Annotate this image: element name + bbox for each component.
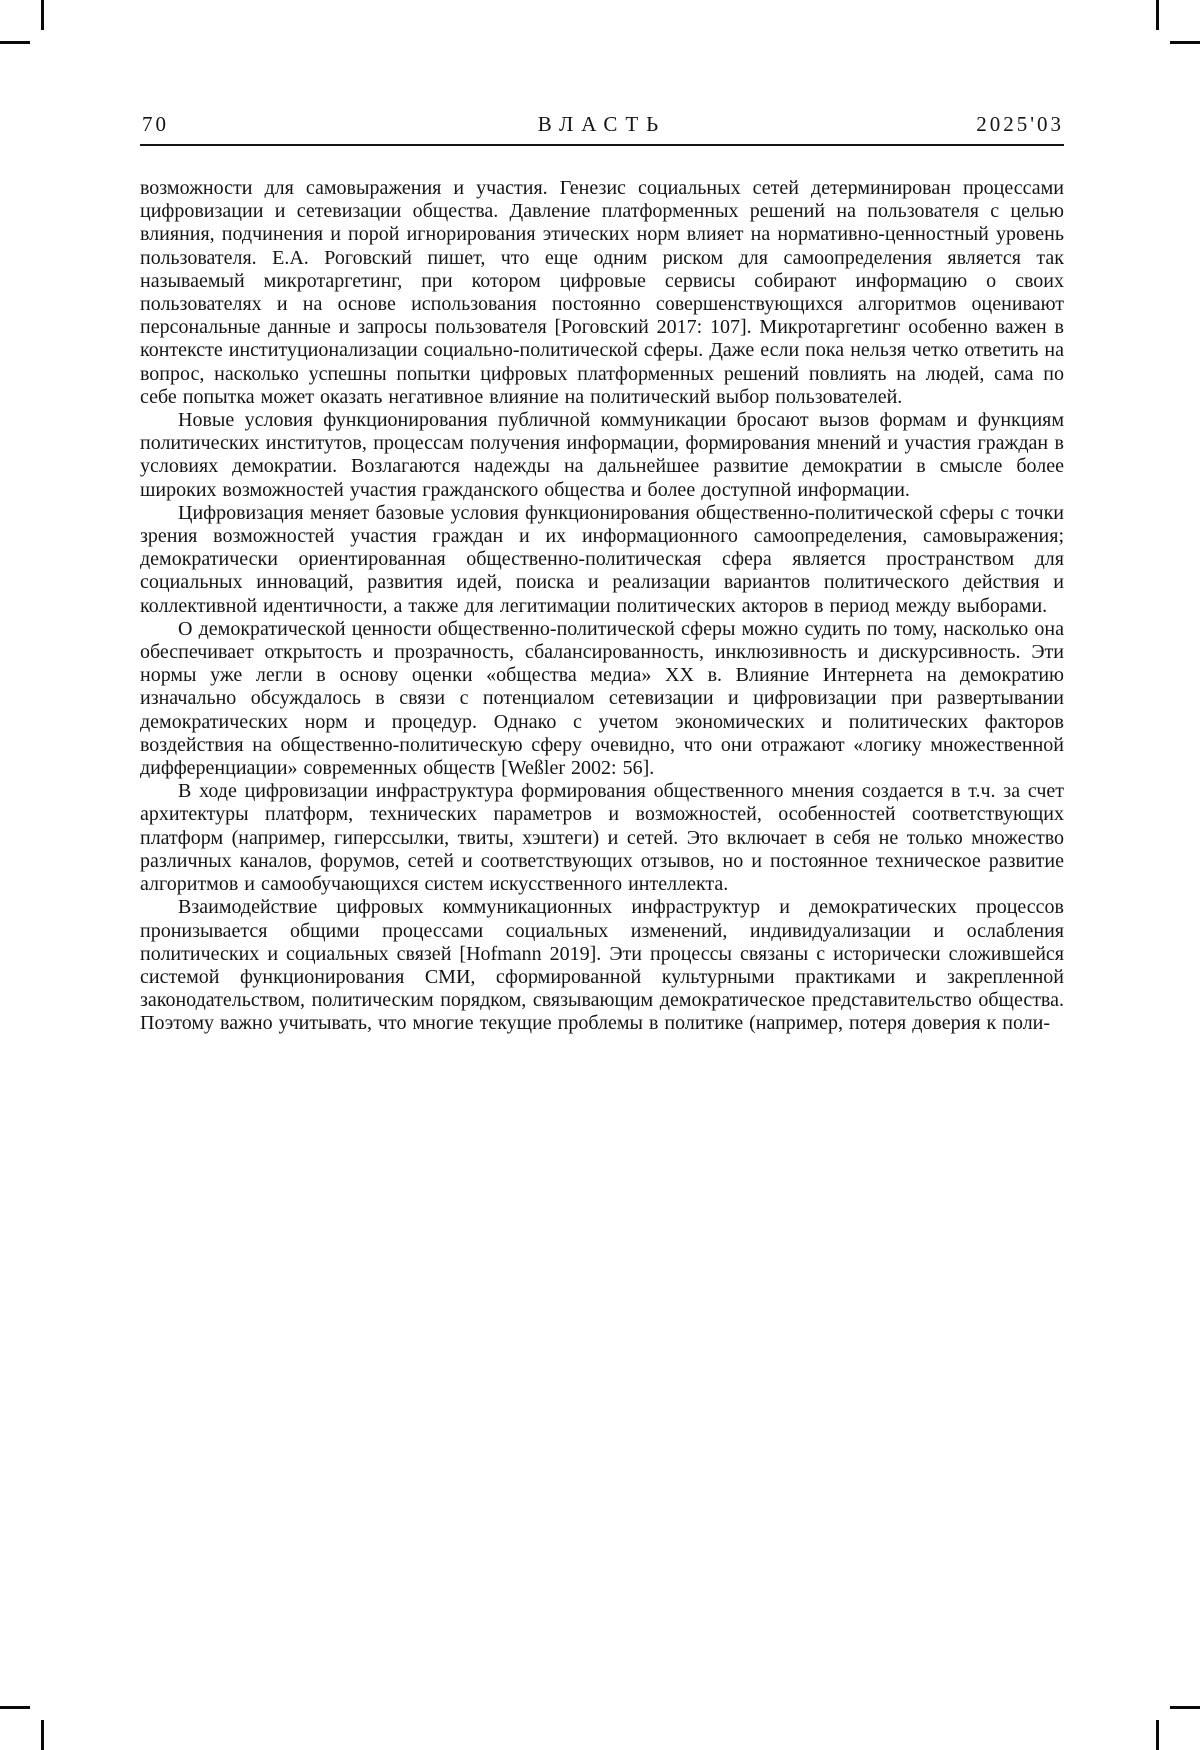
journal-title: ВЛАСТЬ bbox=[537, 112, 667, 136]
crop-mark-top-left-horizontal bbox=[0, 41, 30, 44]
crop-mark-top-right-horizontal bbox=[1170, 41, 1200, 44]
crop-mark-bottom-right-vertical bbox=[1156, 1720, 1159, 1750]
issue-number: 2025'03 bbox=[976, 112, 1064, 136]
paragraph-2: Новые условия функционирования публичной коммуникации бросают вызов формам и функциям политических институтов, процессам получения информации, формирования мнений и участия граждан в условиях демократии. Возлагаются надежды на дальнейшее развитие демократии в смысле более широких возможностей участия гражданского общества и более доступной информации. bbox=[140, 409, 1064, 501]
paragraph-1: возможности для самовыражения и участия. Генезис социальных сетей детерминирован процессами цифровизации и сетевизации общества. Давление платформенных решений на пользователя с целью влияния, подчинения и порой игнорирования этических норм влияет на нормативно-ценностный уровень пользователя. Е.А. Роговский пишет, что еще одним риском для самоопределения является так называемый микротаргетинг, при котором цифровые сервисы собирают информацию о своих пользователях и на основе использования постоянно совершенствующихся алгоритмов оценивают персональные данные и запросы пользователя [Роговский 2017: 107]. Микротаргетинг особенно важен в контексте институционализации социально-политической сферы. Даже если пока нельзя четко ответить на вопрос, насколько успешны попытки цифровых платформенных решений повлиять на людей, сама по себе попытка может оказать негативное влияние на политический выбор пользователей. bbox=[140, 177, 1064, 408]
page-number: 70 bbox=[142, 112, 169, 136]
crop-mark-bottom-left-vertical bbox=[41, 1720, 44, 1750]
document-page bbox=[140, 110, 1064, 1036]
paragraph-5: В ходе цифровизации инфраструктура формирования общественного мнения создается в т.ч. за счет архитектуры платформ, технических параметров и возможностей, особенностей соответствующих платформ (например, гиперссылки, твиты, хэштеги) и сетей. Это включает в себя не только множество различных каналов, форумов, сетей и соответствующих отзывов, но и постоянное техническое развитие алгоритмов и самообучающихся систем искусственного интеллекта. bbox=[140, 780, 1064, 896]
article-body bbox=[140, 177, 1064, 1036]
crop-mark-top-right-vertical bbox=[1156, 0, 1159, 30]
paragraph-6: Взаимодействие цифровых коммуникационных инфраструктур и демократических процессов пронизывается общими процессами социальных изменений, индивидуализации и ослабления политических и социальных связей [Hofmann 2019]. Эти процессы связаны с исторически сложившейся системой функционирования СМИ, сформированной культурными практиками и закрепленной законодательством, политическим порядком, связывающим демократическое представительство общества. Поэтому важно учитывать, что многие текущие проблемы в политике (например, потеря доверия к поли- bbox=[140, 896, 1064, 1035]
crop-mark-top-left-vertical bbox=[41, 0, 44, 30]
crop-mark-bottom-right-horizontal bbox=[1170, 1706, 1200, 1709]
paragraph-4: О демократической ценности общественно-политической сферы можно судить по тому, насколько она обеспечивает открытость и прозрачность, сбалансированность, инклюзивность и дискурсивность. Эти нормы уже легли в основу оценки «общества медиа» XX в. Влияние Интернета на демократию изначально обсуждалось в связи с потенциалом сетевизации и цифровизации при развертывании демократических норм и процедур. Однако с учетом экономических и политических факторов воздействия на общественно-политическую сферу очевидно, что они отражают «логику множественной дифференциации» современных обществ [Weßler 2002: 56]. bbox=[140, 617, 1064, 780]
page-header bbox=[140, 110, 1064, 146]
crop-mark-bottom-left-horizontal bbox=[0, 1706, 30, 1709]
paragraph-3: Цифровизация меняет базовые условия функционирования общественно-политической сферы с точки зрения возможностей участия граждан и их информационного самоопределения, самовыражения; демократически ориентированная общественно-политическая сфера является пространством для социальных инноваций, развития идей, поиска и реализации вариантов политического действия и коллективной идентичности, а также для легитимации политических акторов в период между выборами. bbox=[140, 501, 1064, 617]
